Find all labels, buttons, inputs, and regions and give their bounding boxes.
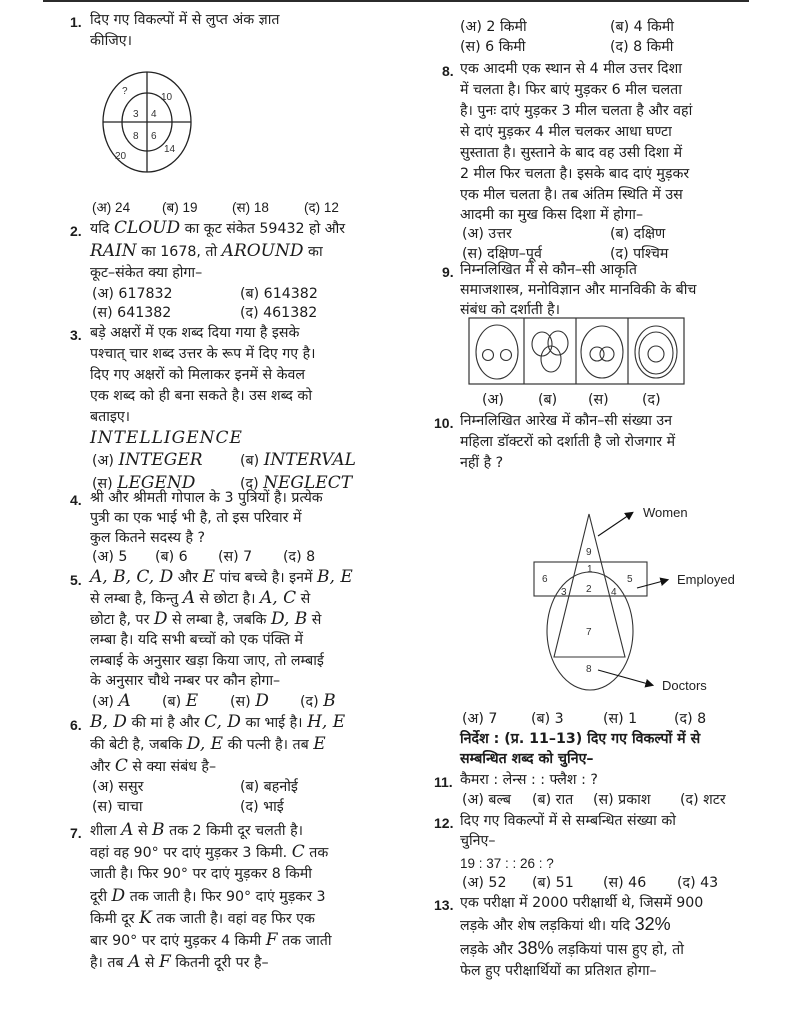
- question-text: दिए गए अक्षरों को मिलाकर इनमें से केवल: [90, 367, 305, 383]
- option-value: D: [255, 691, 269, 711]
- doctors-label: Doctors: [662, 678, 707, 693]
- variable: D, E: [186, 734, 224, 754]
- question-text: बड़े अक्षरों में एक शब्द दिया गया है इसके: [90, 325, 300, 341]
- option-c[interactable]: (स) 641382: [92, 305, 172, 321]
- variable: H, E: [307, 712, 346, 732]
- question-text: की बेटी है, जबकि: [90, 737, 183, 753]
- question-text: एक शब्द को ही बना सकते है। उस शब्द को: [90, 388, 312, 404]
- question-text: बताइए।: [90, 409, 131, 425]
- variable: E: [313, 734, 326, 754]
- option-c[interactable]: (स) 1: [603, 711, 638, 727]
- question-text: एक परीक्षा में 2000 परीक्षार्थी थे, जिसमें 900: [460, 895, 704, 911]
- question-text: का भाई है।: [245, 715, 303, 731]
- question-text: का कूट संकेत 59432 हो और: [184, 221, 346, 237]
- question-number: 5.: [70, 572, 82, 588]
- question-text: कितनी दूरी पर है–: [175, 955, 269, 971]
- option-b[interactable]: [240, 450, 356, 472]
- question-text: से: [144, 955, 155, 971]
- question-text: से दाएं मुड़कर 4 मील चलकर आधा घण्टा: [460, 124, 672, 140]
- directions-text: निर्देश : (प्र. 11–13) दिए गए विकल्पों में से: [460, 731, 701, 747]
- option-c[interactable]: (स) 18: [232, 200, 269, 215]
- question-number: 10.: [434, 415, 454, 431]
- option-a[interactable]: (अ) 2 किमी: [460, 19, 527, 35]
- question-text: से लम्बा है, जबकि: [172, 612, 267, 628]
- variable: A: [128, 952, 141, 972]
- question-10: [420, 411, 792, 731]
- variable: D: [153, 609, 168, 629]
- question-text: तक: [309, 845, 329, 861]
- question-4: [50, 488, 410, 568]
- variable: B, D: [90, 712, 127, 732]
- option-label: (स): [230, 694, 251, 710]
- variable: D: [111, 886, 126, 906]
- question-text: संबंध को दर्शाती है।: [460, 302, 561, 318]
- variable: B, E: [317, 567, 353, 587]
- option-a[interactable]: [92, 691, 131, 713]
- variable: K: [139, 908, 152, 928]
- option-c[interactable]: (स) प्रकाश: [593, 792, 651, 808]
- variable: D, B: [270, 609, 308, 629]
- question-text: है। पुनः दाएं मुड़कर 3 मील चलता है और वहां: [460, 103, 693, 119]
- option-c[interactable]: (स) दक्षिण–पूर्व: [462, 246, 542, 262]
- option-d[interactable]: (द) 8: [283, 549, 316, 565]
- option-c[interactable]: (स) चाचा: [92, 799, 143, 815]
- question-text: एक आदमी एक स्थान से 4 मील उत्तर दिशा: [460, 61, 682, 77]
- variable: A, C: [260, 588, 297, 608]
- variable: F: [265, 930, 278, 950]
- option-d[interactable]: (द) भाई: [240, 799, 284, 815]
- option-b[interactable]: [162, 691, 198, 713]
- question-text: से: [311, 612, 322, 628]
- question-text: किमी दूर: [90, 911, 135, 927]
- variable: C: [291, 842, 305, 862]
- option-value: LEGEND: [117, 473, 196, 493]
- question-text: शीला: [90, 823, 117, 839]
- figure-label-d[interactable]: (द): [642, 392, 661, 408]
- outer-value: ?: [122, 86, 128, 97]
- directions-text: सम्बन्धित शब्द को चुनिए–: [460, 751, 594, 767]
- number-analogy: 19 : 37 : : 26 : ?: [460, 856, 554, 871]
- region-7: 7: [586, 627, 592, 638]
- option-d[interactable]: (द) 8: [674, 711, 707, 727]
- question-text: और: [177, 570, 199, 586]
- circle-number-figure: [100, 70, 194, 174]
- question-number: 1.: [70, 14, 82, 30]
- question-11: [420, 770, 792, 812]
- code-word: RAIN: [90, 241, 137, 261]
- question-text: निम्नलिखित में से कौन–सी आकृति: [460, 262, 637, 278]
- question-text: श्री और श्रीमती गोपाल के 3 पुत्रियों है। प्रत्येक: [90, 490, 323, 506]
- question-text: और: [90, 759, 111, 775]
- option-b[interactable]: (ब) 6: [155, 549, 188, 565]
- option-a[interactable]: [92, 450, 203, 472]
- question-number: 12.: [434, 815, 454, 831]
- variable: A, B, C, D: [90, 567, 174, 587]
- percentage: 38%: [517, 938, 554, 958]
- option-label: (अ): [92, 453, 114, 469]
- option-b[interactable]: (ब) बहनोई: [240, 779, 298, 795]
- option-d[interactable]: (द) 8 किमी: [610, 39, 674, 55]
- option-c[interactable]: [230, 691, 269, 713]
- question-text: दिए गए विकल्पों में से सम्बन्धित संख्या को: [460, 813, 676, 829]
- question-number: 13.: [434, 897, 454, 913]
- option-c[interactable]: (स) 7: [218, 549, 253, 565]
- option-a[interactable]: (अ) 5: [92, 549, 128, 565]
- option-d[interactable]: (द) शटर: [680, 792, 726, 808]
- option-value: A: [118, 691, 131, 711]
- question-text: बार 90° पर दाएं मुड़कर 4 किमी: [90, 933, 262, 949]
- variable: E: [202, 567, 216, 587]
- inner-value: 3: [133, 109, 139, 120]
- variable: A: [121, 820, 134, 840]
- top-rule: [43, 0, 749, 2]
- region-6: 6: [542, 574, 548, 585]
- question-text: तक जाती है। फिर 90° दाएं मुड़कर 3: [129, 889, 326, 905]
- question-text: की मां है और: [131, 715, 200, 731]
- question-text: दिए गए विकल्पों में से लुप्त अंक ज्ञात: [90, 12, 280, 28]
- women-arrow: [598, 513, 632, 536]
- question-7: [50, 820, 410, 980]
- option-value: NEGLECT: [263, 473, 353, 493]
- question-number: 3.: [70, 327, 82, 343]
- figure-d-concentric-circles: [635, 326, 677, 378]
- percentage: 32%: [634, 914, 671, 934]
- option-b[interactable]: (ब) 4 किमी: [610, 19, 674, 35]
- question-text: के अनुसार चौथे नम्बर पर कौन होगा–: [90, 673, 281, 689]
- variable: F: [159, 952, 171, 972]
- option-b[interactable]: (ब) 51: [532, 875, 574, 891]
- option-d[interactable]: [300, 691, 336, 713]
- figure-label-b[interactable]: (ब): [538, 392, 558, 408]
- doctors-arrow: [598, 670, 652, 685]
- question-number: 7.: [70, 825, 82, 841]
- option-label: (द): [300, 694, 319, 710]
- option-label: (ब): [162, 694, 182, 710]
- region-9: 9: [586, 547, 592, 558]
- variable: C, D: [204, 712, 241, 732]
- question-number: 4.: [70, 492, 82, 508]
- question-text: लम्बाई के अनुसार खड़ा किया जाए, तो लम्बाई: [90, 653, 324, 669]
- option-label: (स): [92, 476, 113, 492]
- option-label: (द): [240, 476, 259, 492]
- option-a[interactable]: (अ) उत्तर: [462, 226, 512, 242]
- code-word: CLOUD: [113, 218, 181, 238]
- question-5: [50, 567, 410, 711]
- figure-b-three-overlapping-circles: [532, 331, 568, 372]
- figure-c-two-overlapping-in-circle: [581, 326, 623, 378]
- option-label: (ब): [240, 453, 260, 469]
- question-text: लड़कियां पास हुए हो, तो: [558, 942, 684, 958]
- question-text: जाती है। फिर 90° पर दाएं मुड़कर 8 किमी: [90, 866, 312, 882]
- option-label: (अ): [92, 694, 114, 710]
- option-a[interactable]: (अ) 7: [462, 711, 498, 727]
- question-text: नहीं है ?: [460, 455, 504, 471]
- question-text: की पत्नी है। तब: [227, 737, 309, 753]
- question-text: कुल कितने सदस्य है ?: [90, 530, 206, 546]
- question-text: लड़के और: [460, 942, 513, 958]
- question-text: लम्बा है। यदि सभी बच्चों को एक पंक्ति में: [90, 632, 304, 648]
- option-value: INTEGER: [118, 450, 203, 470]
- question-number: 2.: [70, 223, 82, 239]
- region-8: 8: [586, 664, 592, 675]
- figure-label-a[interactable]: (अ): [482, 392, 504, 408]
- region-1: 1: [587, 564, 593, 575]
- option-d[interactable]: (द) 461382: [240, 305, 318, 321]
- women-employed-doctors-diagram: [520, 501, 760, 701]
- option-a[interactable]: (अ) 24: [92, 200, 131, 215]
- variable: A: [182, 588, 195, 608]
- inner-value: 4: [151, 109, 157, 120]
- option-value: INTERVAL: [263, 450, 356, 470]
- inner-value: 6: [151, 131, 157, 142]
- question-text: का: [308, 244, 323, 260]
- question-text: तक जाती है। वहां वह फिर एक: [156, 911, 315, 927]
- question-number: 6.: [70, 717, 82, 733]
- region-5: 5: [627, 574, 633, 585]
- option-a[interactable]: (अ) 617832: [92, 286, 173, 302]
- option-value: E: [185, 691, 199, 711]
- region-2: 2: [586, 584, 592, 595]
- variable: C: [114, 756, 128, 776]
- question-text: 2 मील फिर चलता है। इसके बाद दाएं मुड़कर: [460, 166, 690, 182]
- option-b[interactable]: (ब) दक्षिण: [610, 226, 666, 242]
- question-text: समाजशास्त्र, मनोविज्ञान और मानविकी के बीच: [460, 282, 697, 298]
- question-text: पांच बच्चे है। इनमें: [219, 570, 313, 586]
- question-2: [50, 218, 410, 322]
- employed-arrow: [637, 580, 667, 588]
- option-c[interactable]: (स) 46: [603, 875, 647, 891]
- option-b[interactable]: (ब) रात: [532, 792, 574, 808]
- question-7-options: [420, 17, 792, 57]
- question-text: दूरी: [90, 889, 108, 905]
- question-number: 9.: [442, 264, 454, 280]
- code-word: AROUND: [221, 241, 304, 261]
- question-text: में चलता है। फिर बाएं मुड़कर 6 मील चलता: [460, 82, 682, 98]
- figure-a-two-circles-in-oval: [476, 325, 518, 379]
- question-text: महिला डॉक्टरों को दर्शाती है जो रोजगार में: [460, 434, 676, 450]
- outer-value: 10: [161, 92, 173, 103]
- question-text: कीजिए।: [90, 33, 132, 49]
- outer-value: 14: [164, 144, 176, 155]
- question-text: एक मील चलता है। तब अंतिम स्थिति में उस: [460, 187, 683, 203]
- question-text: निम्नलिखित आरेख में कौन–सी संख्या उन: [460, 413, 673, 429]
- question-text: से लम्बा है, किन्तु: [90, 591, 179, 607]
- option-a[interactable]: (अ) ससुर: [92, 779, 144, 795]
- question-3: [50, 323, 410, 493]
- question-text: आदमी का मुख किस दिशा में होगा–: [460, 207, 644, 223]
- variable: B: [152, 820, 165, 840]
- question-text: कैमरा : लेन्स : : फ्लैश : ?: [460, 772, 598, 788]
- women-label: Women: [643, 505, 688, 520]
- question-text: पुत्री का एक भाई भी है, तो इस परिवार में: [90, 510, 302, 526]
- question-13: [420, 893, 792, 983]
- question-text: लड़के और शेष लड़कियां थी। यदि: [460, 918, 631, 934]
- question-text: का 1678, तो: [141, 244, 218, 260]
- question-text: से क्या संबंध है–: [132, 759, 217, 775]
- region-4: 4: [611, 587, 617, 598]
- option-value: B: [323, 691, 336, 711]
- outer-value: 20: [115, 151, 127, 162]
- question-text: यदि: [90, 221, 110, 237]
- option-b[interactable]: (ब) 614382: [240, 286, 318, 302]
- question-number: 8.: [442, 63, 454, 79]
- question-text: सुस्ताता है। सुस्ताने के बाद वह उसी दिशा में: [460, 145, 683, 161]
- given-word: INTELLIGENCE: [90, 428, 243, 448]
- venn-options-figure: [468, 317, 688, 387]
- question-text: फेल हुए परीक्षार्थियों का प्रतिशत होगा–: [460, 963, 657, 979]
- region-3: 3: [561, 587, 567, 598]
- question-text: पश्चात् चार शब्द उत्तर के रूप में दिए गए है।: [90, 346, 316, 362]
- inner-value: 8: [133, 131, 139, 142]
- question-12: [420, 811, 792, 893]
- option-c[interactable]: (स) 6 किमी: [460, 39, 526, 55]
- question-text: छोटा है, पर: [90, 612, 150, 628]
- question-number: 11.: [434, 774, 453, 790]
- question-text: वहां वह 90° पर दाएं मुड़कर 3 किमी.: [90, 845, 288, 861]
- question-text: से: [300, 591, 311, 607]
- question-text: से छोटा है।: [199, 591, 256, 607]
- option-d[interactable]: (द) पश्चिम: [610, 246, 669, 262]
- option-a[interactable]: (अ) 52: [462, 875, 507, 891]
- question-1: [50, 10, 410, 215]
- question-8: [420, 59, 792, 262]
- question-6: [50, 712, 410, 817]
- directions-block: [420, 729, 792, 771]
- question-text: चुनिए–: [460, 833, 496, 849]
- option-b[interactable]: (ब) 19: [162, 200, 198, 215]
- option-d[interactable]: (द) 43: [677, 875, 719, 891]
- question-text: तक 2 किमी दूर चलती है।: [169, 823, 303, 839]
- figure-label-c[interactable]: (स): [588, 392, 609, 408]
- option-d[interactable]: (द) 12: [304, 200, 339, 215]
- question-text: से: [137, 823, 148, 839]
- question-9: [420, 260, 792, 410]
- employed-label: Employed: [677, 572, 735, 587]
- question-text: कूट–संकेत क्या होगा–: [90, 265, 203, 281]
- option-a[interactable]: (अ) बल्ब: [462, 792, 512, 808]
- question-text: तक जाती: [282, 933, 332, 949]
- option-b[interactable]: (ब) 3: [531, 711, 564, 727]
- question-text: है। तब: [90, 955, 124, 971]
